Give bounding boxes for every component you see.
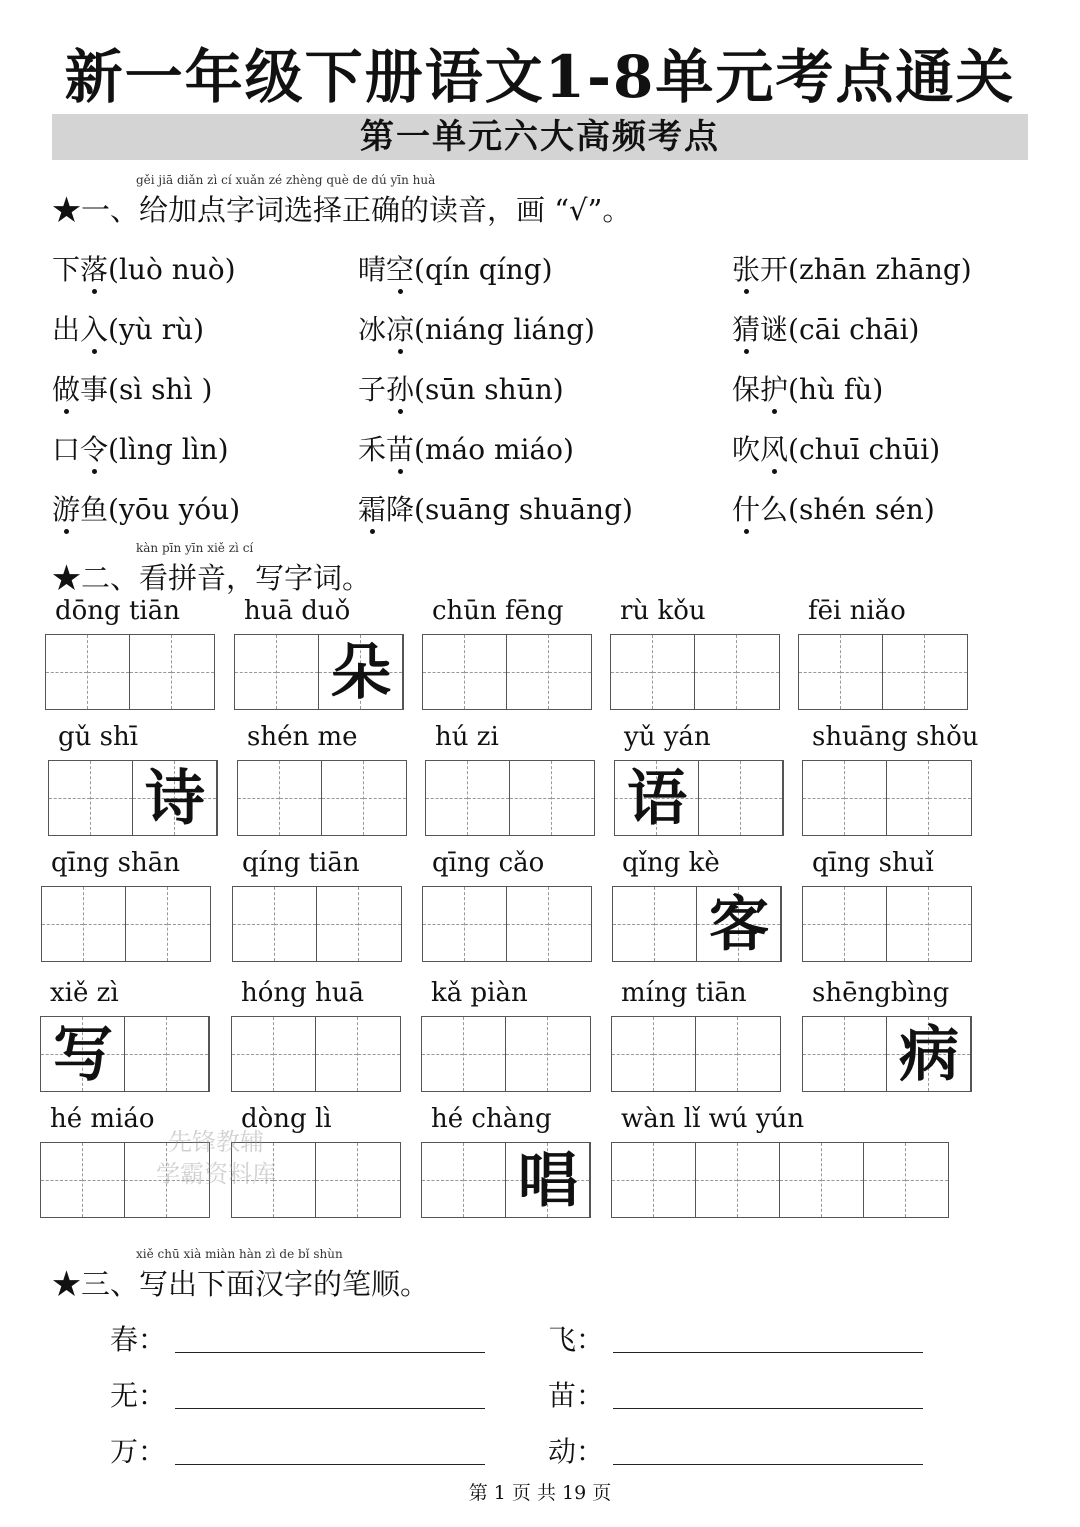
page-footer: 第 1 页 共 19 页 <box>468 1482 612 1504</box>
grid-cell[interactable] <box>83 1143 125 1217</box>
page-title: 新一年级下册语文1-8单元考点通关 <box>64 43 1016 111</box>
writing-grid[interactable] <box>610 634 780 710</box>
pinyin-label: dòng lì <box>241 1104 332 1134</box>
grid-cell[interactable] <box>612 1143 654 1217</box>
reading-item[interactable] <box>358 368 564 408</box>
pinyin-label: dōng tiān <box>55 596 180 626</box>
pinyin-label: rù kǒu <box>620 596 706 626</box>
grid-cell[interactable] <box>274 1017 316 1091</box>
grid-cell[interactable] <box>803 761 845 835</box>
grid-cell[interactable] <box>507 887 549 961</box>
model-character: 写 <box>53 1020 113 1090</box>
dotted-char: 霜 <box>358 488 386 528</box>
grid-cell[interactable] <box>887 761 929 835</box>
grid-cell[interactable] <box>275 887 317 961</box>
word-char: 晴 <box>358 253 387 286</box>
grid-cell[interactable] <box>426 761 468 835</box>
stroke-order-char: 动： <box>548 1435 605 1468</box>
grid-cell[interactable] <box>238 761 280 835</box>
word-char: 吹 <box>732 433 761 466</box>
grid-cell[interactable] <box>46 635 88 709</box>
grid-cell[interactable] <box>274 1143 316 1217</box>
reading-options: (luò nuò) <box>108 253 236 286</box>
word-char: 冰 <box>358 313 387 346</box>
grid-cell[interactable] <box>510 761 552 835</box>
word-char: 口 <box>52 433 81 466</box>
writing-grid[interactable] <box>231 1016 401 1092</box>
reading-item[interactable] <box>52 248 236 288</box>
grid-cell[interactable] <box>277 635 319 709</box>
model-character: 朵 <box>331 638 391 708</box>
pinyin-label: qíng tiān <box>242 848 360 878</box>
reading-options: (chuī chūi) <box>788 433 941 466</box>
pinyin-label: qīng shuǐ <box>812 848 934 878</box>
pinyin-label: hú zi <box>435 722 499 752</box>
word-char: 禾 <box>358 433 387 466</box>
writing-grid[interactable] <box>421 1142 591 1218</box>
grid-cell[interactable] <box>696 1017 738 1091</box>
grid-cell[interactable] <box>172 635 214 709</box>
pinyin-label: hé miáo <box>50 1104 155 1134</box>
pinyin-label: shuāng shǒu <box>812 722 979 752</box>
pinyin-label: gǔ shī <box>58 722 139 752</box>
word-char: 保 <box>732 373 761 406</box>
grid-cell[interactable] <box>126 887 168 961</box>
grid-cell[interactable] <box>552 761 594 835</box>
pinyin-label: shēngbìng <box>812 978 950 1008</box>
word-char: 么 <box>760 493 789 526</box>
pinyin-label: shén me <box>247 722 358 752</box>
grid-cell[interactable] <box>699 761 741 835</box>
pinyin-label: yǔ yán <box>624 722 711 752</box>
dotted-char: 落 <box>80 248 108 288</box>
grid-cell[interactable] <box>803 887 845 961</box>
grid-cell[interactable] <box>611 635 653 709</box>
dotted-char: 孙 <box>386 368 414 408</box>
grid-cell[interactable] <box>906 1143 948 1217</box>
writing-grid[interactable] <box>421 1016 591 1092</box>
grid-cell[interactable] <box>168 887 210 961</box>
stroke-order-char: 苗： <box>548 1379 605 1412</box>
grid-cell[interactable] <box>799 635 841 709</box>
reading-options: (sì shì ) <box>108 373 213 406</box>
dotted-char: 护 <box>760 368 788 408</box>
pinyin-label: huā duǒ <box>244 596 351 626</box>
dotted-char: 做 <box>52 368 80 408</box>
grid-cell[interactable] <box>41 1143 83 1217</box>
dotted-char: 令 <box>80 428 108 468</box>
grid-cell[interactable] <box>316 1143 358 1217</box>
reading-options: (niáng liáng) <box>414 313 595 346</box>
writing-grid[interactable] <box>237 760 407 836</box>
pinyin-label: fēi niǎo <box>808 596 906 626</box>
grid-cell[interactable] <box>738 1143 780 1217</box>
pinyin-label: hé chàng <box>431 1104 552 1134</box>
section3-heading: ★三、写出下面汉字的笔顺。 <box>52 1267 430 1301</box>
grid-cell[interactable] <box>423 635 465 709</box>
dotted-char: 什 <box>732 488 760 528</box>
page-subtitle: 第一单元六大高频考点 <box>360 117 720 157</box>
pinyin-label: kǎ piàn <box>431 978 528 1008</box>
writing-grid[interactable] <box>48 760 218 836</box>
grid-cell[interactable] <box>358 1017 400 1091</box>
grid-cell[interactable] <box>88 635 130 709</box>
dotted-char: 入 <box>80 308 108 348</box>
grid-cell[interactable] <box>822 1143 864 1217</box>
answer-line[interactable] <box>613 1352 923 1353</box>
grid-cell[interactable] <box>803 1017 845 1091</box>
section1-pinyin: gěi jiā diǎn zì cí xuǎn zé zhèng què de dú yīn huà <box>136 173 436 187</box>
pinyin-label: wàn lǐ wú yún <box>621 1104 805 1134</box>
stroke-order-char: 飞： <box>548 1323 605 1356</box>
pinyin-label: qǐng kè <box>622 848 720 878</box>
reading-options: (máo miáo) <box>414 433 574 466</box>
grid-cell[interactable] <box>91 761 133 835</box>
grid-cell[interactable] <box>845 761 887 835</box>
reading-options: (zhān zhāng) <box>788 253 972 286</box>
stroke-order-char: 万： <box>110 1435 167 1468</box>
writing-grid[interactable] <box>45 634 215 710</box>
reading-item[interactable] <box>732 248 972 288</box>
model-character: 病 <box>899 1020 959 1090</box>
grid-cell[interactable] <box>464 1017 506 1091</box>
model-character: 语 <box>627 764 687 834</box>
grid-cell[interactable] <box>359 887 401 961</box>
writing-grid[interactable] <box>802 886 972 962</box>
answer-line[interactable] <box>175 1464 485 1465</box>
writing-grid[interactable] <box>232 886 402 962</box>
grid-cell[interactable] <box>506 1017 548 1091</box>
grid-cell[interactable] <box>167 1017 209 1091</box>
pinyin-label: xiě zì <box>50 978 119 1008</box>
dotted-char: 猜 <box>732 308 760 348</box>
grid-cell[interactable] <box>423 887 465 961</box>
reading-item[interactable] <box>52 368 212 408</box>
grid-cell[interactable] <box>233 887 275 961</box>
reading-options: (lìng lìn) <box>108 433 229 466</box>
word-char: 事 <box>80 373 109 406</box>
grid-cell[interactable] <box>845 1017 887 1091</box>
model-character: 客 <box>709 890 769 960</box>
grid-cell[interactable] <box>696 1143 738 1217</box>
grid-cell[interactable] <box>322 761 364 835</box>
grid-cell[interactable] <box>738 1017 780 1091</box>
grid-cell[interactable] <box>280 761 322 835</box>
word-char: 开 <box>760 253 789 286</box>
pinyin-label: chūn fēng <box>432 596 564 626</box>
reading-item[interactable] <box>52 488 240 528</box>
answer-line[interactable] <box>175 1408 485 1409</box>
word-char: 谜 <box>760 313 789 346</box>
reading-item[interactable] <box>732 428 940 468</box>
pinyin-label: hóng huā <box>241 978 365 1008</box>
dotted-char: 张 <box>732 248 760 288</box>
pinyin-label: míng tiān <box>621 978 747 1008</box>
grid-cell[interactable] <box>125 1017 167 1091</box>
grid-cell[interactable] <box>465 887 507 961</box>
grid-cell[interactable] <box>612 1017 654 1091</box>
grid-cell[interactable] <box>317 887 359 961</box>
grid-cell[interactable] <box>232 1017 274 1091</box>
writing-grid[interactable] <box>234 634 404 710</box>
word-char: 鱼 <box>80 493 109 526</box>
reading-item[interactable] <box>732 488 935 528</box>
model-character: 诗 <box>145 764 205 834</box>
section2-heading: ★二、看拼音，写字词。 <box>52 561 372 595</box>
reading-options: (suāng shuāng) <box>414 493 633 526</box>
watermark-line-2: 学霸资料库 <box>156 1160 276 1188</box>
grid-cell[interactable] <box>845 887 887 961</box>
grid-cell[interactable] <box>468 761 510 835</box>
dotted-char: 游 <box>52 488 80 528</box>
writing-grid[interactable] <box>41 886 211 962</box>
watermark-line-1: 先锋教辅 <box>168 1128 264 1156</box>
reading-options: (yù rù) <box>108 313 205 346</box>
writing-grid[interactable] <box>802 760 972 836</box>
word-char: 下 <box>52 253 81 286</box>
pinyin-label: qīng cǎo <box>432 848 545 878</box>
reading-options: (cāi chāi) <box>788 313 920 346</box>
writing-grid[interactable] <box>612 886 782 962</box>
grid-cell[interactable] <box>235 635 277 709</box>
reading-item[interactable] <box>732 308 919 348</box>
grid-cell[interactable] <box>737 635 779 709</box>
word-char: 子 <box>358 373 387 406</box>
grid-cell[interactable] <box>422 1017 464 1091</box>
grid-cell[interactable] <box>655 887 697 961</box>
subtitle-bar <box>52 114 1028 160</box>
reading-options: (qín qíng) <box>414 253 553 286</box>
stroke-order-char: 春： <box>110 1323 167 1356</box>
dotted-char: 空 <box>386 248 414 288</box>
grid-cell[interactable] <box>741 761 783 835</box>
writing-grid[interactable] <box>611 1142 949 1218</box>
model-character: 唱 <box>518 1146 578 1216</box>
dotted-char: 凉 <box>386 308 414 348</box>
reading-options: (yōu yóu) <box>108 493 241 526</box>
reading-options: (shén sén) <box>788 493 935 526</box>
grid-cell[interactable] <box>548 1017 590 1091</box>
section2-pinyin: kàn pīn yīn xiě zì cí <box>136 541 254 555</box>
word-char: 出 <box>52 313 81 346</box>
grid-cell[interactable] <box>507 635 549 709</box>
grid-cell[interactable] <box>42 887 84 961</box>
grid-cell[interactable] <box>887 887 929 961</box>
grid-cell[interactable] <box>549 887 591 961</box>
dotted-char: 风 <box>760 428 788 468</box>
answer-line[interactable] <box>613 1408 923 1409</box>
reading-item[interactable] <box>358 248 553 288</box>
section1-heading: ★一、给加点字词选择正确的读音，画 “√”。 <box>52 193 632 227</box>
grid-cell[interactable] <box>84 887 126 961</box>
writing-grid[interactable] <box>422 634 592 710</box>
grid-cell[interactable] <box>929 761 971 835</box>
answer-line[interactable] <box>613 1464 923 1465</box>
answer-line[interactable] <box>175 1352 485 1353</box>
grid-cell[interactable] <box>925 635 967 709</box>
writing-grid[interactable] <box>422 886 592 962</box>
reading-item[interactable] <box>358 308 595 348</box>
reading-item[interactable] <box>358 488 633 528</box>
grid-cell[interactable] <box>465 635 507 709</box>
writing-grid[interactable] <box>614 760 784 836</box>
grid-cell[interactable] <box>364 761 406 835</box>
grid-cell[interactable] <box>653 635 695 709</box>
writing-grid[interactable] <box>40 1016 210 1092</box>
grid-cell[interactable] <box>929 887 971 961</box>
writing-grid[interactable] <box>425 760 595 836</box>
grid-cell[interactable] <box>464 1143 506 1217</box>
section3-pinyin: xiě chū xià miàn hàn zì de bǐ shùn <box>136 1247 343 1261</box>
grid-cell[interactable] <box>613 887 655 961</box>
grid-cell[interactable] <box>422 1143 464 1217</box>
grid-cell[interactable] <box>883 635 925 709</box>
dotted-char: 苗 <box>386 428 414 468</box>
reading-item[interactable] <box>52 308 204 348</box>
reading-options: (hù fù) <box>788 373 884 406</box>
grid-cell[interactable] <box>549 635 591 709</box>
reading-item[interactable] <box>358 428 574 468</box>
grid-cell[interactable] <box>316 1017 358 1091</box>
pinyin-label: qīng shān <box>51 848 180 878</box>
grid-cell[interactable] <box>864 1143 906 1217</box>
grid-cell[interactable] <box>654 1143 696 1217</box>
grid-cell[interactable] <box>841 635 883 709</box>
grid-cell[interactable] <box>695 635 737 709</box>
reading-item[interactable] <box>732 368 883 408</box>
word-char: 降 <box>386 493 415 526</box>
grid-cell[interactable] <box>358 1143 400 1217</box>
writing-grid[interactable] <box>802 1016 972 1092</box>
writing-grid[interactable] <box>611 1016 781 1092</box>
stroke-order-char: 无： <box>110 1379 167 1412</box>
writing-grid[interactable] <box>798 634 968 710</box>
grid-cell[interactable] <box>654 1017 696 1091</box>
grid-cell[interactable] <box>130 635 172 709</box>
grid-cell[interactable] <box>780 1143 822 1217</box>
grid-cell[interactable] <box>49 761 91 835</box>
reading-item[interactable] <box>52 428 229 468</box>
reading-options: (sūn shūn) <box>414 373 564 406</box>
